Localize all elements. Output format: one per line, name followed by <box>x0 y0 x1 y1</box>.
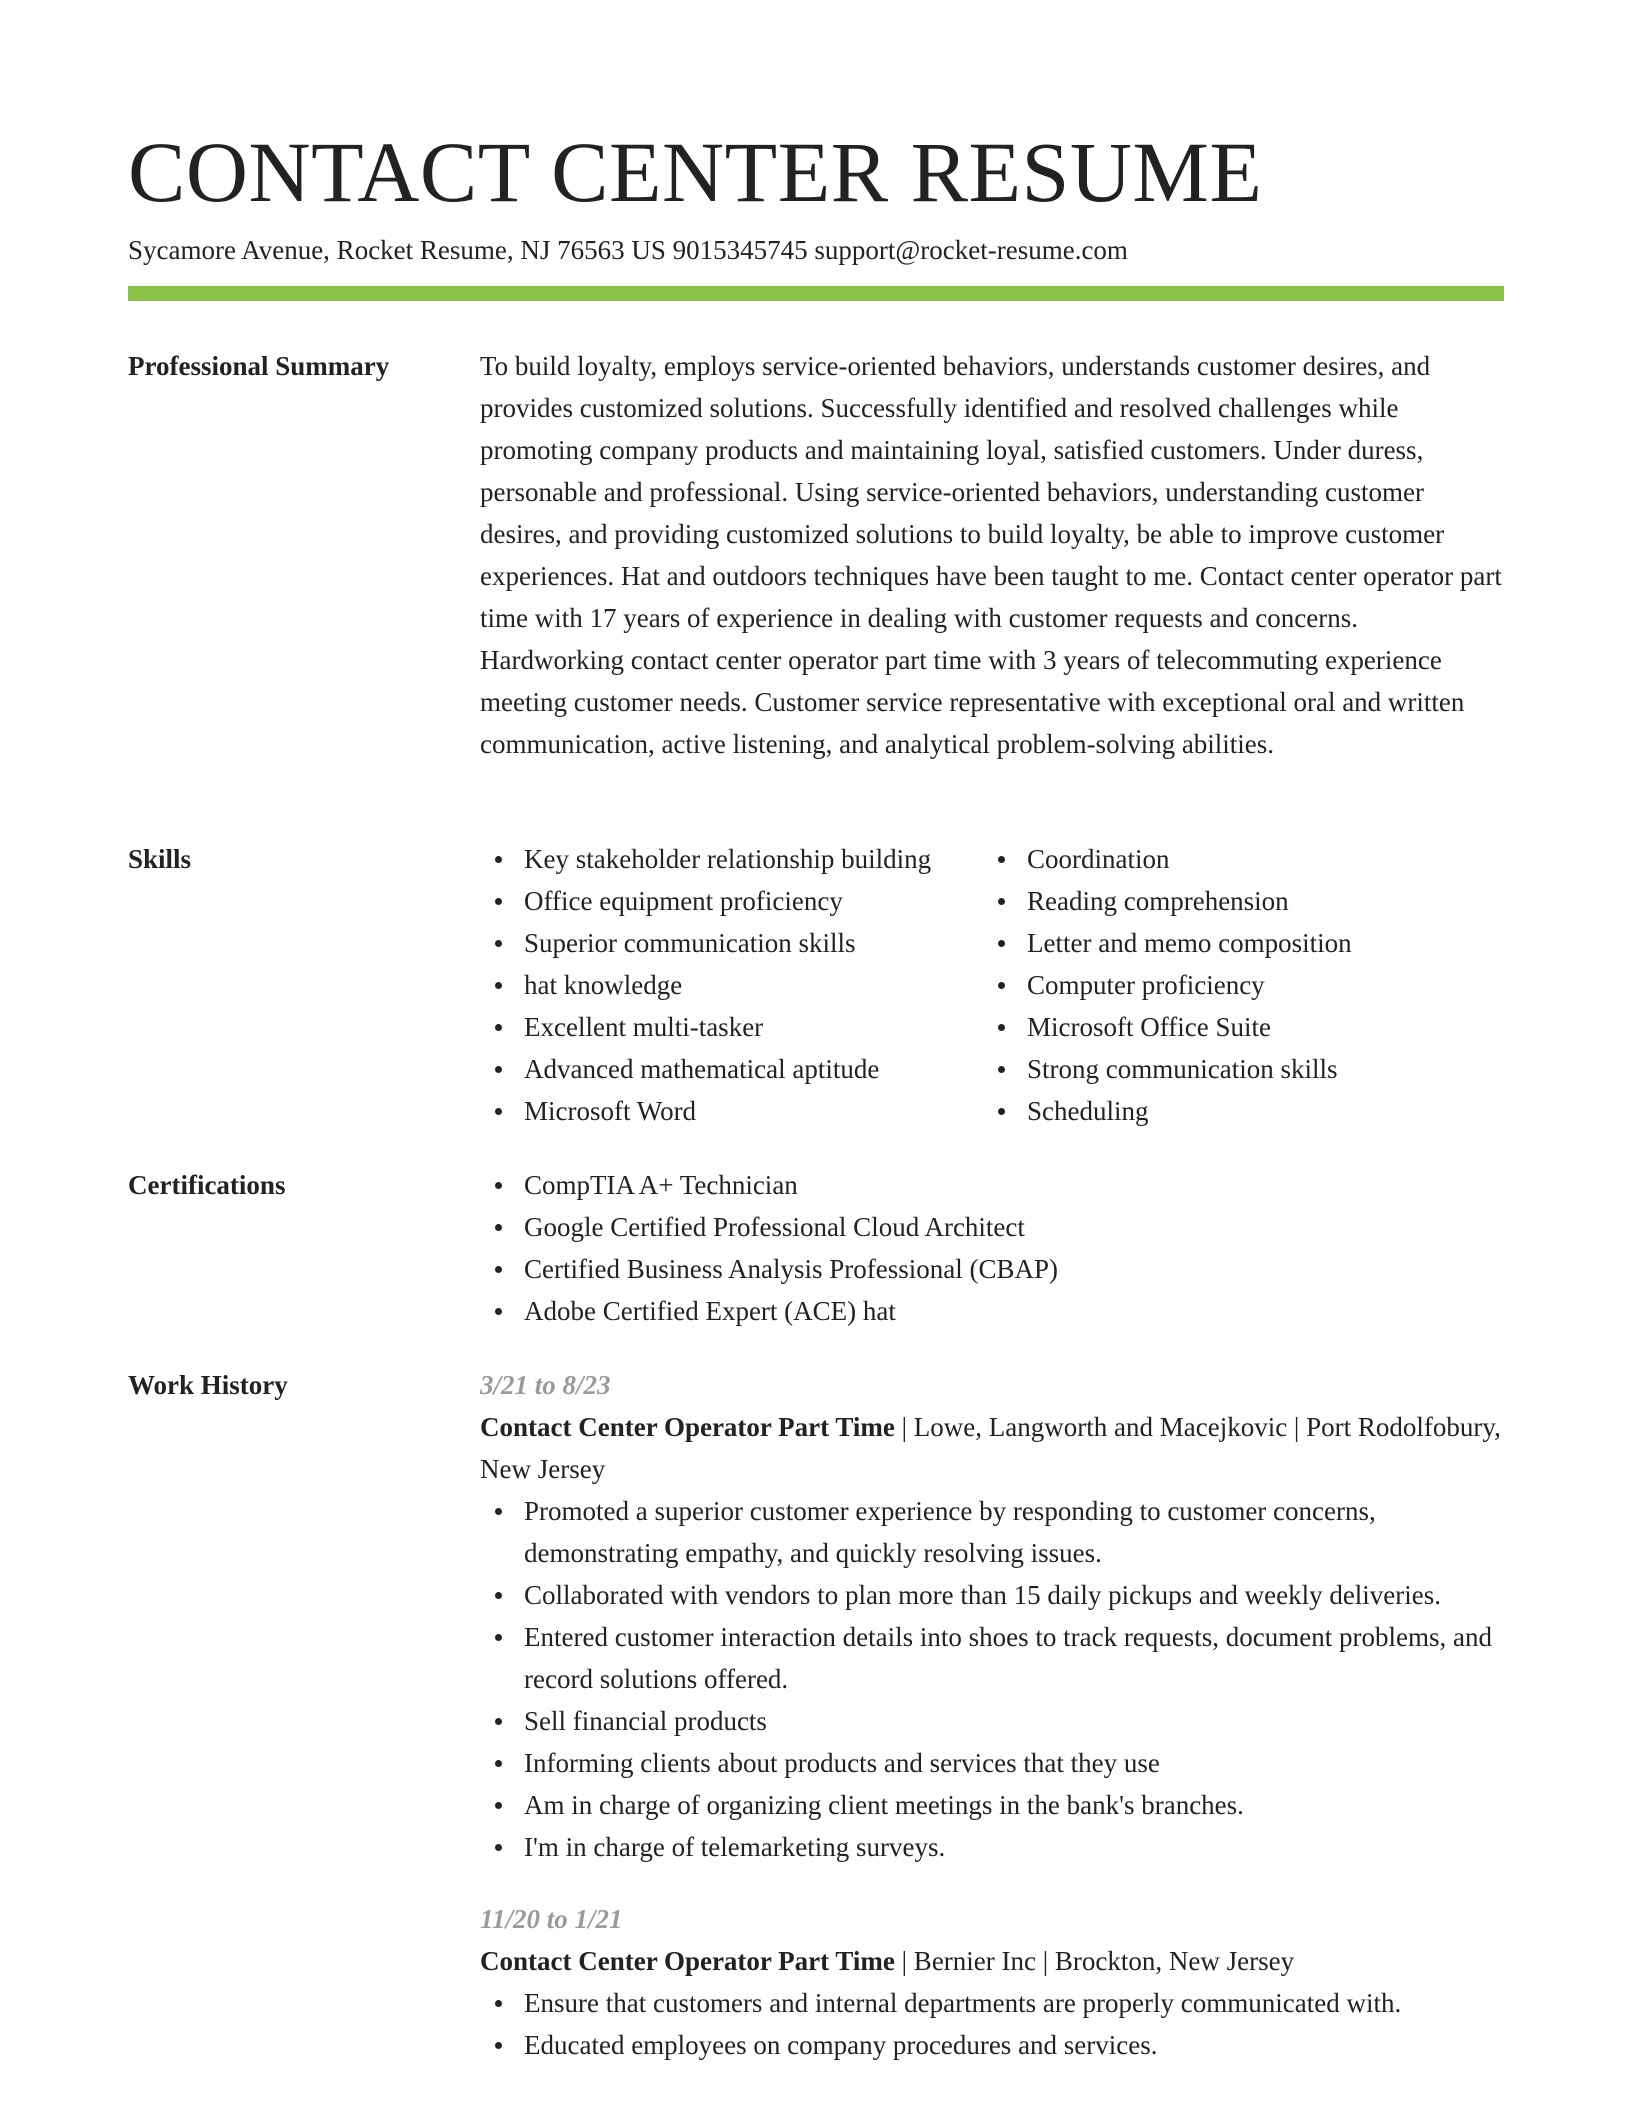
work-history-label: Work History <box>128 1370 288 1400</box>
job-bullets <box>480 1982 1504 2066</box>
job-bullet: Am in charge of organizing client meetings in the bank's branches. <box>480 1784 1504 1826</box>
certification-item: Certified Business Analysis Professional (CBAP) <box>480 1248 1504 1290</box>
skill-item: Scheduling <box>983 1090 1483 1132</box>
certifications-content <box>480 1164 1504 1332</box>
job-dates: 3/21 to 8/23 <box>480 1370 611 1400</box>
skill-item: Computer proficiency <box>983 964 1483 1006</box>
job-bullet: Informing clients about products and services that they use <box>480 1742 1504 1784</box>
skill-item: hat knowledge <box>480 964 983 1006</box>
job-bullet: Collaborated with vendors to plan more than 15 daily pickups and weekly deliveries. <box>480 1574 1504 1616</box>
contact-line: Sycamore Avenue, Rocket Resume, NJ 76563 US 9015345745 support@rocket-resume.com <box>128 235 1128 265</box>
skills-grid <box>480 838 1504 1132</box>
header-divider <box>128 286 1504 301</box>
skills-content <box>480 838 1504 1132</box>
skill-item: Reading comprehension <box>983 880 1483 922</box>
skill-item: Strong communication skills <box>983 1048 1483 1090</box>
skills-column-left <box>480 838 983 1132</box>
certification-item: Google Certified Professional Cloud Architect <box>480 1206 1504 1248</box>
skill-item: Superior communication skills <box>480 922 983 964</box>
summary-content <box>480 345 1504 765</box>
job-role: Contact Center Operator Part Time <box>480 1412 895 1442</box>
job-details: | Lowe, Langworth and Macejkovic | Port Rodolfobury, New Jersey <box>480 1412 1501 1484</box>
job-bullets <box>480 1490 1504 1868</box>
job-entry <box>480 1898 1504 2066</box>
skill-item: Advanced mathematical aptitude <box>480 1048 983 1090</box>
job-bullet: Educated employees on company procedures and services. <box>480 2024 1504 2066</box>
job-bullet: Ensure that customers and internal departments are properly communicated with. <box>480 1982 1504 2024</box>
skill-item: Coordination <box>983 838 1483 880</box>
job-bullet: Sell financial products <box>480 1700 1504 1742</box>
skill-item: Letter and memo composition <box>983 922 1483 964</box>
skill-item: Key stakeholder relationship building <box>480 838 983 880</box>
job-dates: 11/20 to 1/21 <box>480 1904 623 1934</box>
skill-item: Microsoft Office Suite <box>983 1006 1483 1048</box>
skill-item: Office equipment proficiency <box>480 880 983 922</box>
skill-item: Excellent multi-tasker <box>480 1006 983 1048</box>
skills-column-right <box>983 838 1483 1132</box>
certification-item: Adobe Certified Expert (ACE) hat <box>480 1290 1504 1332</box>
certifications-list <box>480 1164 1504 1332</box>
resume-title: CONTACT CENTER RESUME <box>128 124 1263 220</box>
certification-item: CompTIA A+ Technician <box>480 1164 1504 1206</box>
job-heading <box>480 1940 1504 1982</box>
work-history-content <box>480 1364 1504 2066</box>
job-bullet: I'm in charge of telemarketing surveys. <box>480 1826 1504 1868</box>
skill-item: Microsoft Word <box>480 1090 983 1132</box>
job-details: | Bernier Inc | Brockton, New Jersey <box>894 1946 1295 1976</box>
job-bullet: Promoted a superior customer experience by responding to customer concerns, demonstrating empathy, and quickly resolving issues. <box>480 1490 1504 1574</box>
job-entry <box>480 1364 1504 1868</box>
job-heading <box>480 1406 1504 1490</box>
summary-label: Professional Summary <box>128 351 390 381</box>
job-role: Contact Center Operator Part Time <box>480 1946 895 1976</box>
certifications-label: Certifications <box>128 1170 286 1200</box>
job-bullet: Entered customer interaction details into shoes to track requests, document problems, and record solutions offered. <box>480 1616 1504 1700</box>
summary-text: To build loyalty, employs service-oriented behaviors, understands customer desires, and provides customized solutions. Successfully identified and resolved challenges while promoting company products and maintaining loyal, satisfied customers. Under duress, personable and professional. Using service-oriented behaviors, understanding customer desires, and providing customized solutions to build loyalty, be able to improve customer experiences. Hat and outdoors techniques have been taught to me. Contact center operator part time with 17 years of experience in dealing with customer requests and concerns. Hardworking contact center operator part time with 3 years of telecommuting experience meeting customer needs. Customer service representative with exceptional oral and written communication, active listening, and analytical problem-solving abilities. <box>480 351 1502 759</box>
skills-label: Skills <box>128 844 192 874</box>
